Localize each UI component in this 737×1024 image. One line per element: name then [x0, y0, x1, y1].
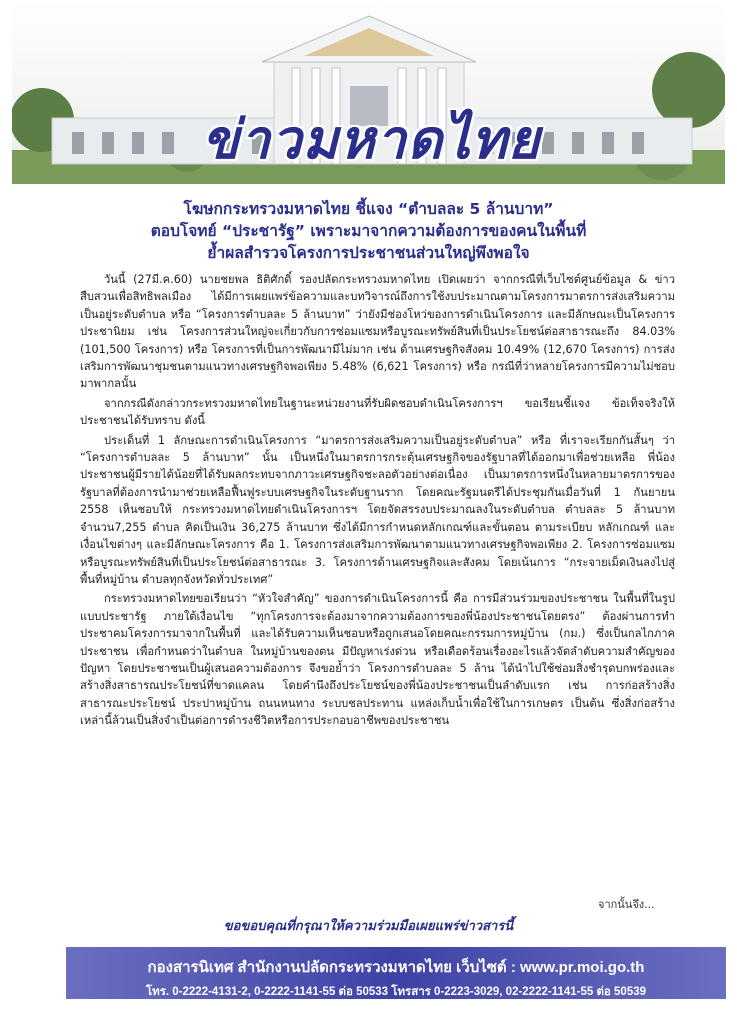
footer-agency-website: กองสารนิเทศ สำนักงานปลัดกระทรวงมหาดไทย เว็บไซต์ : www.pr.moi.go.th [147, 959, 645, 976]
footer-phone-fax: โทร. 0-2222-4131-2, 0-2222-1141-55 ต่อ 50533 โทรสาร 0-2223-3029, 02-2222-1141-55 ต่อ 50539 [145, 986, 647, 998]
headline-line-3: ย้ำผลสำรวจโครงการประชาชนส่วนใหญ่พึงพอใจ [207, 244, 530, 262]
paragraph-4: กระทรวงมหาดไทยขอเรียนว่า “หัวใจสำคัญ” ของการดำเนินโครงการนี้ คือ การมีส่วนร่วมของประชาชน ในพื้นที่ในรูปแบบประชารัฐ ภายใต้เงื่อนไข “ทุกโครงการจะต้องมาจากความต้องการของพี่น้องประชาชนโดยตรง” ต้องผ่านการทำประชาคมโครงการมาจากในพื้นที่ และได้รับความเห็นชอบหรือถูกเสนอโดยคณะกรรมการหมู่บ้าน (กม.) ซึ่งเป็นกลไกภาคประชาชน เพื่อกำหนดว่าในตำบล ในหมู่บ้านของตน มีปัญหาเร่งด่วน หรือเดือดร้อนเรื่องอะไรแล้วจัดลำดับความสำคัญของปัญหา โดยประชาชนเป็นผู้เสนอความต้องการ จึงขอย้ำว่า โครงการตำบลละ 5 ล้าน ได้นำไปใช้ซ่อมสิ่งชำรุดบกพร่องและสร้างสิ่งสาธารณประโยชน์ที่ขาดแคลน โดยคำนึงถึงประโยชน์ของพี่น้องประชาชนเป็นลำดับแรก เช่น การก่อสร้างสิ่งสาธารณะประโยชน์ ประปาหมู่บ้าน ถนนหนทาง ระบบชลประทาน แหล่งเก็บน้ำเพื่อใช้ในการเกษตร เป็นต้น ซึ่งสิ่งก่อสร้างเหล่านี้ล้วนเป็นสิ่งจำเป็นต่อการดำรงชีวิตหรือการประกอบอาชีพของประชาชน [80, 592, 675, 728]
thank-you-note: ขอขอบคุณที่กรุณาให้ความร่วมมือเผยแพร่ข่าวสารนี้ [223, 919, 514, 934]
headline [0, 198, 737, 264]
headline-line-2: ตอบโจทย์ “ประชารัฐ” เพราะมาจากความต้องการของคนในพื้นที่ [150, 222, 587, 240]
masthead-title: ข่าวมหาดไทย [202, 108, 541, 171]
continuation-note: จากนั้นจึง... [598, 898, 655, 911]
header-banner [12, 0, 725, 184]
paragraph-2: จากกรณีดังกล่าวกระทรวงมหาดไทยในฐานะหน่วยงานที่รับผิดชอบดำเนินโครงการฯ ขอเรียนชี้แจง ข้อเท็จจริงให้ประชาชนได้รับทราบ ดังนี้ [80, 396, 675, 428]
paragraph-3: ประเด็นที่ 1 ลักษณะการดำเนินโครงการ “มาตรการส่งเสริมความเป็นอยู่ระดับตำบล” หรือ ที่เราจะเรียกกันสั้นๆ ว่า “โครงการตำบลละ 5 ล้านบาท” นั้น เป็นหนึ่งในมาตรการกระตุ้นเศรษฐกิจของรัฐบาลที่ได้ออกมาเพื่อช่วยเหลือ พี่น้องประชาชนผู้มีรายได้น้อยที่ได้รับผลกระทบจากภาวะเศรษฐกิจชะลอตัวอย่างต่อเนื่อง เป็นมาตรการหนึ่งในหลายมาตรการของรัฐบาลที่ต้องการนำมาช่วยเหลือฟื้นฟูระบบเศรษฐกิจในระดับฐานราก โดยคณะรัฐมนตรีได้ประชุมกันเมื่อวันที่ 1 กันยายน 2558 เห็นชอบให้ กระทรวงมหาดไทยดำเนินโครงการฯ โดยจัดสรรงบประมาณลงในระดับตำบล ตำบลละ 5 ล้านบาท จำนวน7,255 ตำบล คิดเป็นเงิน 36,275 ล้านบาท ซึ่งได้มีการกำหนดหลักเกณฑ์และขั้นตอน ตามระเบียบ หลักเกณฑ์ และเงื่อนไขต่างๆ และมีลักษณะโครงการ คือ 1. โครงการส่งเสริมการพัฒนาตามแนวทางเศรษฐกิจพอเพียง 2. โครงการซ่อมแซมหรือบูรณะทรัพย์สินที่เป็นประโยชน์ต่อสาธารณะ 3. โครงการด้านเศรษฐกิจและสังคม โดยเน้นการ “กระจายเม็ดเงินลงไปสู่พื้นที่หมู่บ้าน ตำบลทุกจังหวัดทั่วประเทศ” [80, 433, 675, 586]
article-body [80, 271, 675, 732]
paragraph-1: วันนี้ (27มี.ค.60) นายชยพล ธิติศักดิ์ รองปลัดกระทรวงมหาดไทย เปิดเผยว่า จากกรณีที่เว็บไซต์ศูนย์ข้อมูล & ข่าวสืบสวนเพื่อสิทธิพลเมือง ได้มีการเผยแพร่ข้อความและบทวิจารณ์ถึงการใช้งบประมาณตามโครงการมาตรการส่งเสริมความเป็นอยู่ระดับตำบล หรือ “โครงการตำบลละ 5 ล้านบาท” ว่ายังมีช่องโหว่ของการดำเนินโครงการ และมีลักษณะเป็นโครงการประชานิยม เช่น โครงการส่วนใหญ่จะเกี่ยวกับการซ่อมแซมหรือบูรณะทรัพย์สินที่เป็นประโยชน์ต่อสาธารณะถึง 84.03% (101,500 โครงการ) หรือ โครงการที่เป็นการพัฒนามีไม่มาก เช่น ด้านเศรษฐกิจสังคม 10.49% (12,670 โครงการ) การส่งเสริมการพัฒนาชุมชนตามแนวทางเศรษฐกิจพอเพียง 5.48% (6,621 โครงการ) หรือ กรณีที่ว่าหลายโครงการมีความไม่ชอบมาพากลนั้น [80, 273, 675, 391]
headline-line-1: โฆษกกระทรวงมหาดไทย ชี้แจง “ตำบลละ 5 ล้านบาท” [183, 200, 554, 218]
contact-footer [66, 947, 726, 999]
